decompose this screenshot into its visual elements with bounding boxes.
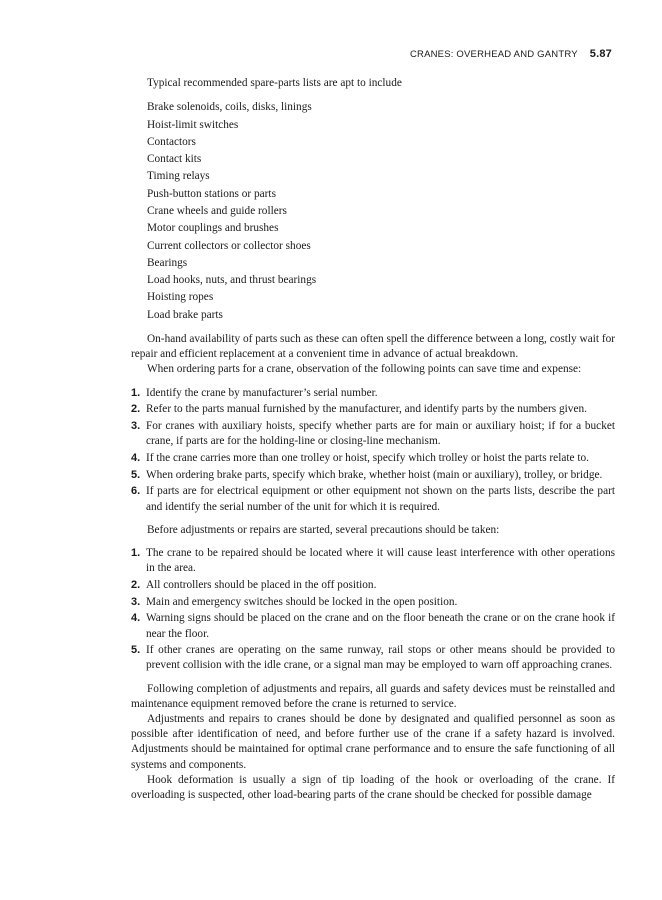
item-text: Identify the crane by manufacturer’s serial number. <box>146 386 378 399</box>
precautions-paragraph: Before adjustments or repairs are started, several precautions should be taken: <box>147 523 500 536</box>
item-number: 3. <box>131 420 141 433</box>
item-number: 5. <box>131 468 141 481</box>
list-item <box>131 451 615 466</box>
list-item <box>131 595 615 610</box>
item-text: When ordering brake parts, specify which brake, whether hoist (main or auxiliary), trolley, or bridge. <box>146 468 603 481</box>
running-header <box>410 48 612 60</box>
item-text: If the crane carries more than one trolley or hoist, specify which trolley or hoist the parts relate to. <box>146 451 589 464</box>
item-number: 4. <box>131 612 141 625</box>
list-item: Bearings <box>147 256 188 269</box>
list-item <box>131 484 615 514</box>
list-item: Contact kits <box>147 153 202 166</box>
following-paragraph: Following completion of adjustments and repairs, all guards and safety devices must be reinstalled and maintenance equipment removed before the crane is returned to service. <box>131 682 615 710</box>
list-item: Load brake parts <box>147 308 223 321</box>
list-item <box>131 419 615 449</box>
item-text: Main and emergency switches should be locked in the open position. <box>146 595 458 608</box>
item-number: 3. <box>131 595 141 608</box>
list-item <box>131 578 615 593</box>
list-item <box>131 643 615 673</box>
item-text: If other cranes are operating on the same runway, rail stops or other means should be provided to prevent collision with the idle crane, or a signal man may be employed to warn off approaching cranes. <box>146 644 615 672</box>
item-number: 4. <box>131 451 141 464</box>
list-item: Timing relays <box>147 170 210 183</box>
item-text: If parts are for electrical equipment or other equipment not shown on the parts lists, describe the part and identify the serial number of the unit for which it is required. <box>146 485 615 513</box>
item-number: 2. <box>131 403 141 416</box>
body-text <box>131 76 615 803</box>
item-text: The crane to be repaired should be located where it will cause least interference with other operations in the area. <box>146 547 615 575</box>
list-item: Motor couplings and brushes <box>147 222 279 235</box>
spare-parts-list <box>147 99 615 324</box>
item-number: 6. <box>131 485 141 498</box>
spare-parts-intro: Typical recommended spare-parts lists are apt to include <box>147 77 402 89</box>
item-number: 1. <box>131 386 141 399</box>
precautions-list <box>131 546 615 674</box>
list-item <box>131 402 615 417</box>
hook-paragraph: Hook deformation is usually a sign of tip loading of the hook or overloading of the crane. If overloading is suspected, other load-bearing parts of the crane should be checked for possible damage <box>131 773 615 802</box>
ordering-points-list <box>131 386 615 515</box>
onhand-paragraph: On-hand availability of parts such as these can often spell the difference between a long, costly wait for repair and efficient replacement at a convenient time in advance of actual breakdown. <box>131 333 615 361</box>
item-text: For cranes with auxiliary hoists, specify whether parts are for main or auxiliary hoist; if for a bucket crane, if parts are for the holding-line or closing-line mechanism. <box>146 420 615 448</box>
item-text: Warning signs should be placed on the crane and on the floor beneath the crane or on the crane hook if near the floor. <box>146 612 615 640</box>
item-number: 5. <box>131 644 141 657</box>
item-text: Refer to the parts manual furnished by the manufacturer, and identify parts by the numbers given. <box>146 403 587 416</box>
list-item: Hoist-limit switches <box>147 118 239 131</box>
item-number: 2. <box>131 578 141 591</box>
list-item <box>131 611 615 641</box>
list-item <box>131 386 615 401</box>
list-item: Crane wheels and guide rollers <box>147 204 287 217</box>
running-title: CRANES: OVERHEAD AND GANTRY <box>409 49 578 60</box>
list-item: Push-button stations or parts <box>147 187 276 200</box>
list-item: Hoisting ropes <box>147 291 214 304</box>
list-item: Current collectors or collector shoes <box>147 239 311 252</box>
list-item: Load hooks, nuts, and thrust bearings <box>147 274 317 287</box>
adjustments-paragraph: Adjustments and repairs to cranes should be done by designated and qualified personnel as soon as possible after identification of need, and before further use of the crane if a safety hazard is involved. Adjustments should be maintained for optimal crane performance and to ensure the safe functioning of all systems and components. <box>131 713 615 771</box>
list-item <box>131 468 615 483</box>
list-item: Brake solenoids, coils, disks, linings <box>147 101 312 114</box>
ordering-paragraph: When ordering parts for a crane, observation of the following points can save time and expense: <box>147 363 582 376</box>
list-item: Contactors <box>147 135 196 148</box>
item-text: All controllers should be placed in the off position. <box>146 578 377 591</box>
list-item <box>131 546 615 576</box>
page-number: 5.87 <box>589 48 612 60</box>
item-number: 1. <box>131 547 141 559</box>
